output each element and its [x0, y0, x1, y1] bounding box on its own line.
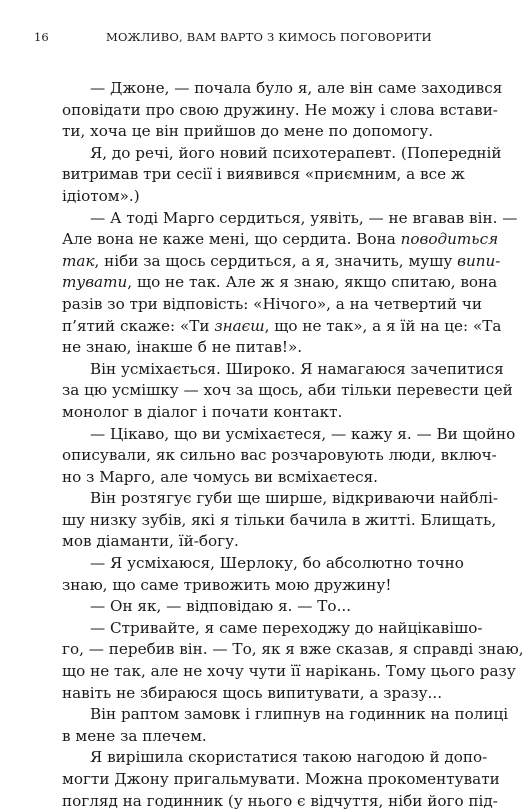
paragraph: [62, 553, 464, 596]
paragraph: [62, 596, 428, 618]
text-line: Він усміхається. Широко. Я намагаюся зачепитися: [90, 359, 504, 378]
text-line: мов діаманти, їй-богу.: [62, 532, 239, 551]
text-line: що не так, але не хочу чути її нарікань. Тому цього разу: [62, 662, 516, 681]
text-line: навіть не збираюся щось випитувати, а зразу...: [62, 683, 443, 702]
italic-emphasis: тувати: [62, 273, 128, 292]
text-line: — Стривайте, я саме переходжу до найцікавішо-: [90, 618, 483, 637]
italic-emphasis: випи-: [457, 251, 501, 270]
text-line: описували, як сильно вас розчаровують люди, включ-: [62, 446, 497, 465]
page-number: 16: [34, 30, 49, 44]
italic-emphasis: так: [62, 251, 95, 270]
paragraph: [62, 424, 516, 489]
text-line: — Цікаво, що ви усміхаєтеся, — кажу я. — Ви щойно: [90, 424, 516, 443]
italic-emphasis: знаєш: [214, 316, 265, 335]
paragraph: [62, 359, 513, 424]
text-line: — Я усміхаюся, Шерлоку, бо абсолютно точно: [90, 554, 464, 573]
text-line: разів зо три відповість: «Нічого», а на четвертий чи: [62, 294, 483, 313]
text-line: — Он як, — відповідаю я. — То...: [90, 597, 352, 616]
paragraph: [62, 78, 503, 143]
text-line: за цю усмішку — хоч за щось, аби тільки перевести цей: [62, 381, 513, 400]
text-line: Я, до речі, його новий психотерапевт. (Попередній: [90, 143, 502, 162]
text-line: так, ніби за щось сердиться, а я, значить, мушу випи-: [62, 251, 501, 270]
body-text: [62, 78, 524, 812]
text-line: оповідати про свою дружину. Не можу і слова встави-: [62, 100, 498, 119]
paragraph: [62, 704, 509, 747]
text-line: Але вона не каже мені, що сердита. Вона поводиться: [62, 230, 499, 249]
text-line: ідіотом».): [62, 186, 140, 205]
text-line: ти, хоча це він прийшов до мене по допомогу.: [62, 122, 434, 141]
paragraph: [62, 208, 518, 359]
text-line: Він раптом замовк і глипнув на годинник на полиці: [90, 705, 509, 724]
text-line: го, — перебив він. — То, як я вже сказав, я справді знаю,: [62, 640, 524, 659]
text-line: могти Джону пригальмувати. Можна прокоментувати: [62, 770, 500, 788]
italic-emphasis: поводиться: [400, 230, 499, 249]
text-line: в мене за плечем.: [62, 726, 207, 745]
page-header: [34, 30, 432, 44]
text-line: знаю, що саме тривожить мою дружину!: [62, 575, 392, 594]
paragraph: [62, 747, 500, 812]
running-title: МОЖЛИВО, ВАМ ВАРТО З КИМОСЬ ПОГОВОРИТИ: [106, 30, 432, 44]
paragraph: [62, 143, 502, 208]
text-line: — Джоне, — почала було я, але він саме заходився: [90, 79, 503, 97]
text-line: витримав три сесії і виявився «приємним, а все ж: [62, 165, 465, 184]
text-line: погляд на годинник (у нього є відчуття, ніби його під-: [62, 791, 498, 810]
text-line: шу низку зубів, які я тільки бачила в житті. Блищать,: [62, 510, 497, 529]
text-line: но з Марго, але чомусь ви всміхаєтеся.: [62, 467, 379, 486]
text-line: Я вирішила скористатися такою нагодою й допо-: [90, 748, 488, 767]
paragraph: [62, 618, 524, 704]
text-line: тувати, що не так. Але ж я знаю, якщо спитаю, вона: [62, 273, 498, 292]
text-line: монолог в діалог і почати контакт.: [62, 402, 343, 421]
paragraph: [62, 488, 498, 553]
text-line: не знаю, інакше б не питав!».: [62, 338, 303, 357]
text-line: п’ятий скаже: «Ти знаєш, що не так», а я їй на це: «Та: [62, 316, 502, 335]
text-line: Він розтягує губи ще ширше, відкриваючи найблі-: [90, 489, 498, 508]
text-line: — А тоді Марго сердиться, уявіть, — не вгавав він. —: [90, 208, 518, 227]
